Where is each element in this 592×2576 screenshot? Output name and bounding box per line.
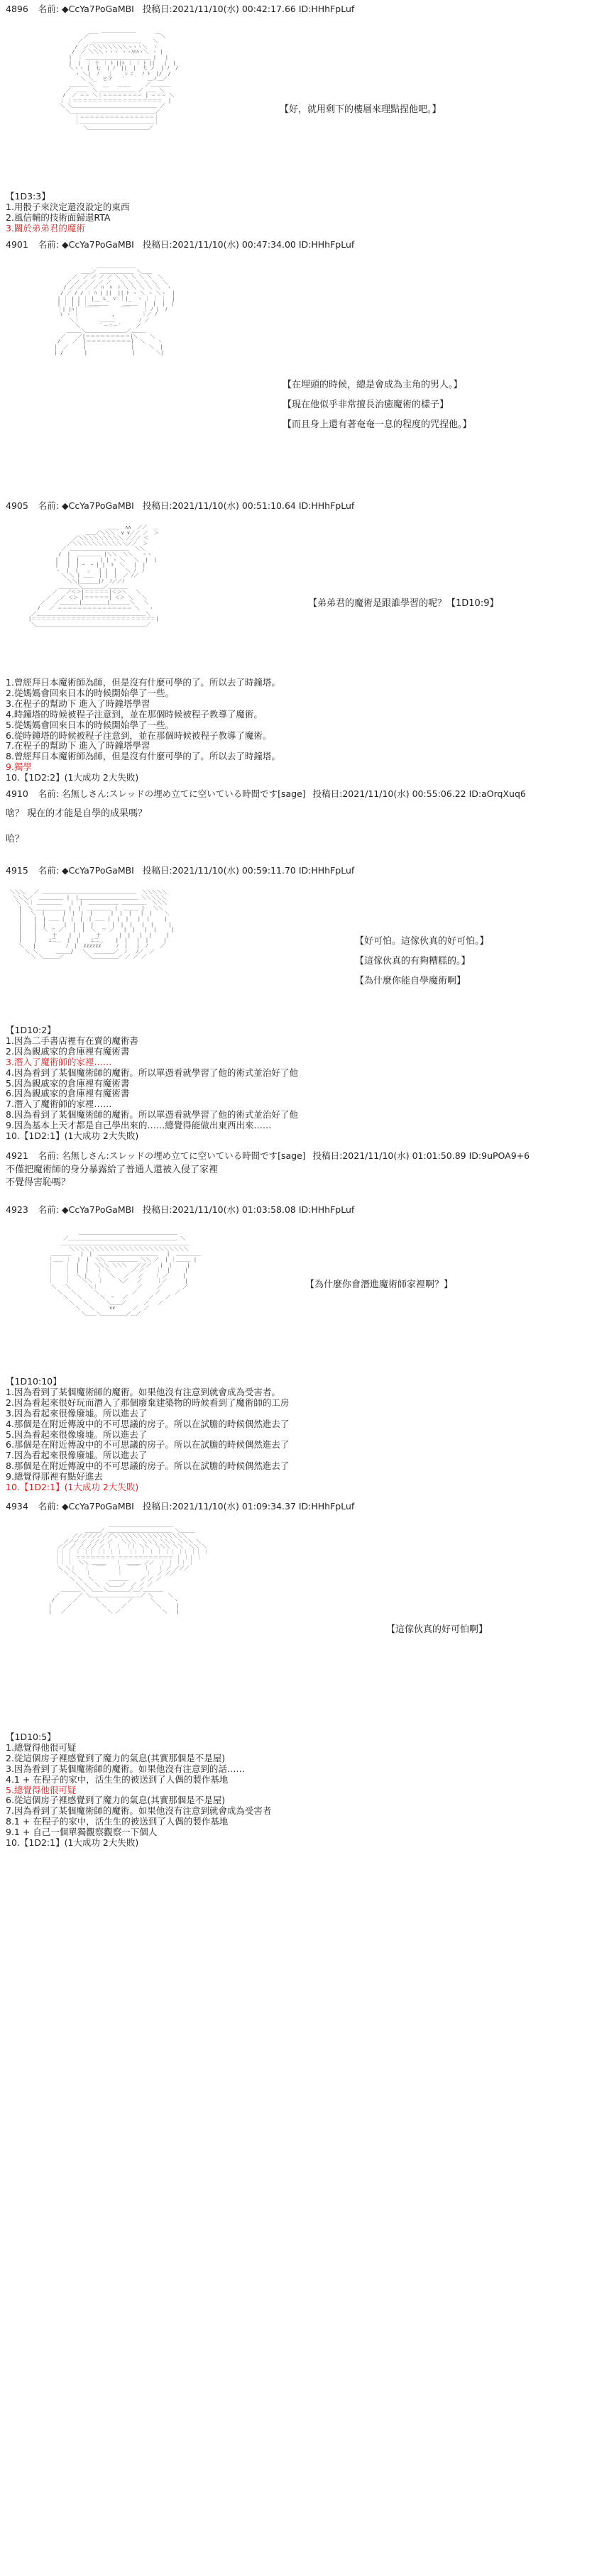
post-header: [6, 1204, 586, 1216]
list-item: 8.因為看到了某個魔術師的魔術。所以單憑看就學習了他的術式並治好了他: [6, 1109, 298, 1121]
list-item: 1.因為看到了某個魔術師的魔術。如果他沒有注意到就會成為受害者。: [6, 1386, 280, 1397]
message-line: 不覺得害恥嗎？: [6, 1177, 71, 1188]
roll-title: 【1D10:2】: [6, 1025, 56, 1035]
post-date: 投稿日:2021/11/10(水) 01:09:34.37 ID:HHhFpLuf: [142, 1501, 355, 1512]
post-message: [6, 1164, 218, 1189]
name-label: 名前:: [38, 500, 60, 511]
list-item: 10.【1D2:1】(1大成功 2大失敗): [6, 1130, 139, 1142]
name-label: 名前:: [38, 1204, 60, 1215]
post-number[interactable]: 4910: [6, 788, 28, 799]
post-date: 投稿日:2021/11/10(水) 01:03:58.08 ID:HHhFpLuf: [142, 1204, 355, 1215]
roll-list: [6, 192, 129, 234]
message-line: 不僅把魔術師的身分暴露給了普通人還被入侵了家裡: [6, 1165, 219, 1175]
poster-name: ◆CcYa7PoGaMBI: [62, 1204, 134, 1215]
list-item: 6.從這個房子裡感覺到了魔力的氣息(其實那個是不是屋): [6, 1795, 226, 1806]
post-date: 投稿日:2021/11/10(水) 00:51:10.64 ID:HHhFpLuf: [142, 500, 355, 511]
dialogue-bubble: 【好，就用剩下的樓層來理點捏他吧。】: [280, 104, 442, 115]
dialogue-bubble: 【在埋頭的時候，總是會成為主角的男人。】: [283, 380, 463, 390]
list-item-selected: 3.關於弟弟君的魔術: [6, 222, 85, 233]
name-label: 名前:: [38, 865, 60, 876]
list-item: 10.【1D2:2】(1大成功 2大失敗): [6, 772, 139, 783]
list-item: 4.因為看到了某個魔術師的魔術。所以單憑看就學習了他的術式並治好了他: [6, 1067, 298, 1078]
post-header: [6, 3, 586, 16]
post-4910: [6, 788, 586, 800]
list-item: 10.【1D2:1】(1大成功 2大失敗): [6, 1837, 139, 1849]
list-item: 7.潛入了魔術師的家裡……: [6, 1099, 112, 1110]
post-header: [6, 1500, 586, 1513]
list-item: 9.總覺得那裡有點好進去: [6, 1471, 103, 1482]
post-4923: [6, 1204, 586, 1216]
post-date: 投稿日:2021/11/10(水) 00:47:34.00 ID:HHhFpLuf: [142, 239, 355, 250]
list-item: 3.在程子的幫助下 進入了時鐘塔學習: [6, 698, 150, 709]
ascii-art: ＼＼＼ ／ ＿＿＿＿＿＿＿＿＿＿＿＿＿＿＿＿＿＿＿ ＼＼＼＼＼ ＼＼＼／ ＿＿＿＿＿ | |＿＿＿＿＿＿＿＿＿＿＿＿ ＼＼＼＼＼ ＼ ＼｜ ＿＿＿＿＿ | | ＿＿＿＿＿＿ ＿＿＿＿＿ ＼＼＼ | ＼ ＿＿＿＿＿＿ | | ＿＿＿＿＿ | ＿＿＿ | ＼＼ | ＼ | | | | | | | | | | ＼ | | | ＿＿ | | | | ＿＿ | | | | | | | | | | | | | | | | | | | | | ＼ ＝ ／ | | ＼ ＝ ／ | | | | | | | 十 | | 十 | | | | | | | ﾆ二＿ | | ﾆ二＿ | | | | | ＼ | ﾉ | zzzzzz ﾉ | | ﾉ ／ ＼ ＼ ＿＿＿/ ＼ ＿＿＿＿／ ﾉ ﾉ／ ／ ＼ ＼＿＿＿／ ＼＿＿＿＿＿／ ／ ／ ／: [10, 889, 175, 960]
list-item: 9.因為基本上天才都是自己學出來的……總覺得能做出東西出來……: [6, 1120, 272, 1131]
list-item: 2.從媽媽會回來日本的時候開始學了一些。: [6, 687, 174, 698]
poster-name: 名無しさん:スレッドの埋め立てに空いている時間です[sage]: [62, 1150, 306, 1161]
list-item-selected: 5.總覺得他很可疑: [6, 1784, 77, 1795]
list-item: 5.從媽媽會回來日本的時候開始學了一些。: [6, 719, 174, 730]
post-4915: [6, 864, 586, 877]
post-header: [6, 788, 586, 800]
roll-list: [6, 678, 280, 783]
post-date: 投稿日:2021/11/10(水) 01:01:50.89 ID:9uPOA9+6: [312, 1150, 530, 1161]
post-number[interactable]: 4934: [6, 1501, 28, 1512]
post-number[interactable]: 4915: [6, 865, 28, 876]
ascii-art: ＿＿＿＿＿＿＿＿＿＿＿＿＿＿＿＿＿＿＿＿ ／＿＿＿＿＿＿＿＿＿＿＿＿＿＿＿＿＿＿＿＿＿＿ ＼ ＿＿＿＿＿＿＿＿＿＿＿＿＿＿＿＿＿＿＿＿＿＿＿＿＿＿ ＼＼＼＼＼＼＼＼＼＼＼＼＼＼＼＼＼＼＼＼＼＼＼＼ ＿＿＿＿ | | ＿＿＿＿＿＿＿＿＿＿＿＿ | ＿＿＿＿＿ ｜＿＿ ｜ | | ＼＼ ＿＿＿＿＿＿ ＼＼ ／ | ｜＿＿＿ | ｜ ｜ | | ＼＼＼ ＼＼＼ ／／／ | | | ｜ ｜ | | ｜ ＼ ／ ／ ｜ | | ｜ ｜ ＼ | ｜ ＼ ／ ／ ｜ ／ | ｜ ｜ ＼＼ ｜ ＼／ ／ ｜／ | ＼ ＼ ＼｜ ／ ／ ／ ＼ ＼ ＼ ／ ／ ／ ＼ ＼ ＼ ｰ ／ ／ ／ ＼ ＼ ＼＿＿／ ／ ／ ＼ ＼ ∨∨ ／ ／ ＼＿＿＼＿＿＿＿＿／＿／: [48, 1230, 201, 1316]
list-item: 2.因為親戚家的倉庫裡有魔術書: [6, 1045, 130, 1057]
roll-list: [6, 1732, 271, 1849]
roll-list: [6, 1377, 289, 1493]
roll-list: [6, 1025, 298, 1142]
post-number[interactable]: 4896: [6, 4, 28, 14]
list-item: 7.因為看到了某個魔術師的魔術。如果他沒有注意到就會成為受害者: [6, 1805, 272, 1817]
list-item: 5.因為看起來很像廢墟。所以進去了: [6, 1429, 148, 1440]
list-item: 6.那個是在附近傳說中的不可思議的房子。所以在試膽的時候偶然進去了: [6, 1439, 290, 1451]
post-header: [6, 238, 586, 251]
list-item: 2.從這個房子裡感覺到了魔力的氣息(其實那個是不是屋): [6, 1752, 226, 1763]
post-date: 投稿日:2021/11/10(水) 00:42:17.66 ID:HHhFpLuf: [142, 4, 355, 14]
ascii-art: ＿＿＿＿＿＿＿＿ ＿＿／ ＿＿＿＿＿＿＿ ＼＿＿ ／ ／ ／ ／ ／ ＼ ＼ ＼ ＼ ＼ ＼ ／ ／ ／ ／ ／ ／ ＼ ＼ ＼ ＼ ＼ ＼ / ／ ／ ／ ／ ﾊ ﾊ ﾄ ＼ ＼ ＼ ＼ ＼ ヽ / ／ / / ｜ ﾊ | || || ﾄ ヽ ＼ ヽ ＼ヽ | | ｜ | | ｜ |__ L_ ｖ ｜|_ ヽ ｜ ｜ ｜ | | ｜ | | ｜＿＿＿＿ ＿＿＿ | | | | ｜| |ﾊ｜ ￣￣￣ ￣￣ ｜ ﾉ | ﾉ ﾚ ヽ ｜ , ｜／ ﾉ ＼｜ ＿＿＿ ﾉ ／ ＼ ｀－＝－´ ／ ＿＿＿＼＿＿＿＿＿＿＿＿／＿＿＿ ／ ／|＝＝＝＝＝＝＝＝＝|＼ ＼ / ／ |＝＝＝＝＝＝＝＝＝| ＼ ヽ | ／ | | ＼ | | / | | ＼|: [54, 263, 175, 356]
list-item: 7.在程子的幫助下 進入了時鐘塔學習: [6, 740, 150, 752]
list-item: 4.時鐘塔的時候被程子注意到，並在那個時候被程子教導了魔術。: [6, 708, 263, 720]
name-label: 名前:: [38, 239, 60, 250]
message-line: [6, 820, 147, 833]
list-item: 2.風信輔的技術面歸還RTA: [6, 211, 111, 223]
post-4905: [6, 500, 586, 512]
post-header: [6, 864, 586, 877]
poster-name: ◆CcYa7PoGaMBI: [62, 4, 134, 14]
list-item: 7.因為看起來很像廢墟。所以進去了: [6, 1450, 148, 1461]
post-header: [6, 500, 586, 512]
list-item: 4.那個是在附近傳說中的不可思議的房子。所以在試膽的時候偶然進去了: [6, 1418, 290, 1429]
list-item: 1.總覺得他很可疑: [6, 1741, 77, 1753]
poster-name: ◆CcYa7PoGaMBI: [62, 500, 134, 511]
ascii-art: ＿＿＿＿＿＿＿ ／￣￣ ￣＼ ／ ＿＿＿＿＿＿＿＿＿＿ ＼ / ／ ﾞ＼＼＼＼＼＼＼ヽヽヽ＼ ヽ / ／ ＼＼＼ヽヽヽ ヽヽﾊﾊﾊヽ＼ ヽ | | ｜ ＿＿＿＿＿＿＿＿＿＿＿＿＿ | | | | ｜ 十 ｜ ﾄ ||ﾊ ｜ ｜ ﾄ || | | ＼ヽヽ | 七 | ﾉ || | 弋 ノ | ﾉ / ヽ ＼| ﾉ ｜ ﾚ ﾆ ﾉ ﾄ |/ / ＼ ＼_ ヒア ´ ｀ ＿ノ＿／ ＿＿＿＿＼ __ ＿_＿ ／＿＿＿＿ ／ ＿＿ ＼ ＿＿＿＿＿＿＿ ／ ＿＿ ＼ / ／ ＝＝ ＼｜＝＝＝＝＝＝＝＝ | ＝＝＝ ＼ ｜ ｜＝＝＝＝＝＝＝＝＝＝＝＝＝＝＝＝＝＝ | ＼ ＼＿＿＿＿＿＿＿＿＿＿＿＿＿＿＿＿＿ ／ ＼＿＿＿＿＿＿＿＿＿＿＿＿＿＿＿＿＿／ ｜＝＝＝＝＝＝＝＝＝＝＝＝＝＝＝｜ ｜＿＿＿＿＿＿＿＿＿＿＿＿＿＿＿｜ ＼＿＿＿＿＿＿＿＿＿＿＿＿／: [60, 28, 179, 131]
list-item-selected: 10.【1D2:1】(1大成功 2大失敗): [6, 1482, 139, 1493]
dialogue-bubble: 【弟弟君的魔術是跟誰學習的呢？【1D10:9】: [308, 598, 499, 609]
post-header: [6, 1150, 586, 1162]
post-number[interactable]: 4901: [6, 239, 28, 250]
dialogue-bubble: 【現在他似乎非常擅長治癒魔術的樣子】: [283, 400, 449, 410]
poster-name: ◆CcYa7PoGaMBI: [62, 1501, 134, 1512]
post-number[interactable]: 4923: [6, 1204, 28, 1215]
list-item: 2.因為看起來很好玩而潛入了那個廢棄建築物的時候看到了魔術師的工房: [6, 1397, 290, 1408]
dialogue-bubble: 【這傢伙真的有夠糟糕的。】: [355, 956, 471, 967]
list-item: 4.1 + 在程子的家中，活生生的被送到了人偶的製作基地: [6, 1773, 229, 1785]
dialogue-bubble: 【好可怕。這傢伙真的好可怕。】: [355, 936, 489, 947]
list-item: 3.因為看起來很像廢墟。所以進去了: [6, 1407, 148, 1419]
list-item: 8.1 + 在程子的家中，活生生的被送到了人偶的製作基地: [6, 1816, 229, 1827]
post-date: 投稿日:2021/11/10(水) 00:59:11.70 ID:HHhFpLuf: [142, 865, 355, 876]
list-item: 3.因為看到了某個魔術師的魔術。如果他沒有注意到的話……: [6, 1763, 245, 1774]
list-item: 9.1 + 自己一個單獨觀察觀察一下個人: [6, 1827, 158, 1838]
name-label: 名前:: [38, 1150, 60, 1161]
dialogue-bubble: 【為什麼你會潛進魔術師家裡啊？】: [305, 1279, 454, 1290]
post-4921: [6, 1150, 586, 1162]
post-4896: [6, 3, 586, 16]
roll-title: 【1D3:3】: [6, 191, 50, 202]
dialogue-bubble: 【為什麼你能自學魔術啊】: [355, 976, 466, 986]
post-number[interactable]: 4905: [6, 500, 28, 511]
list-item: 8.曾經拜日本魔術師為師，但是沒有什麼可學的了。所以去了時鐘塔。: [6, 751, 280, 762]
post-date: 投稿日:2021/11/10(水) 00:55:06.22 ID:aOrqXuq6: [312, 788, 526, 799]
message-line: 啥？ 現在的才能是自學的成果嗎？: [6, 808, 148, 819]
list-item: 8.那個是在附近傳說中的不可思議的房子。所以在試膽的時候偶然進去了: [6, 1460, 290, 1472]
post-4901: [6, 238, 586, 251]
list-item-selected: 9.獨學: [6, 761, 32, 773]
poster-name: ◆CcYa7PoGaMBI: [62, 865, 134, 876]
name-label: 名前:: [38, 1501, 60, 1512]
list-item: 1.曾經拜日本魔術師為師，但是沒有什麼可學的了。所以去了時鐘塔。: [6, 677, 280, 688]
list-item: 1.用骰子來決定還沒設定的東西: [6, 201, 130, 212]
name-label: 名前:: [38, 788, 60, 799]
message-line: 哈？: [6, 834, 25, 844]
list-item-selected: 3.潛入了魔術師的家裡……: [6, 1056, 112, 1067]
ascii-art: ＿＿_ ∧∧ ／／ ＿ ＿＿／＼＼＼ ∨ ∨／／ ／ ＞ ／＼＼＼＼＼＼＼＼＼ ／／／ ＜ ／＼＼＼＼＼＼＼＼＼＼＼／／ ＞ ／ ＿＿＿＿＿＿＿＿＿＿＿＿ ＼＼ / | ＿＿＿＿＿ |＼＼ ＼＼ ヽヽ | | | | | ヽ ＼ ＼ | | | | | ｰ ｰ | | ﾄ ＼ | | ヽ | | ｣ | | | ＼ ﾉ ﾉ ＼ ＼ | ＿＿ | | | ／ ﾉ／ ＼＼|______|ﾉ ﾉ／／ﾉ ＿＿＿＿＼＿＿＿＿／＿＿＿＿ ／ ／＜＞|＝＝＝＝＝|＜＞＼ ＼ ／ ／ ＜＞ |＝＝＝＝＝| ＜＞ ＼ ＼ ／ ／＿＿＿＿|＿＿＿＿＿|＿＿＿＿＼ ＼ / ／ ＝＝＝＝＝＝＝＝＝＝＝＝＝＝＝ ＼ ヽ ／＿＿＿＿＿＿＿＿＿＿＿＿＿＿＿＿＿＿＿＿＿＿＼ |＝＝＝＝＝＝＝＝＝＝＝＝＝＝＝＝＝＝＝＝＝＝＝＝＝| ＼＿＿＿＿＿＿＿＿＿＿＿＿＿＿＿＿＿＿＿＿＿＿／: [28, 524, 159, 627]
list-item: 6.從時鐘塔的時候被程子注意到，並在那個時候被程子教導了魔術。: [6, 730, 272, 741]
roll-title: 【1D10:5】: [6, 1732, 56, 1742]
roll-title: 【1D10:10】: [6, 1376, 62, 1387]
dialogue-bubble: 【而且身上還有著奄奄一息的程度的咒捏他。】: [283, 419, 472, 430]
post-number[interactable]: 4921: [6, 1150, 28, 1161]
list-item: 5.因為親戚家的倉庫裡有魔術書: [6, 1077, 130, 1089]
poster-name: 名無しさん:スレッドの埋め立てに空いている時間です[sage]: [62, 788, 306, 799]
list-item: 1.因為二手書店裡有在賣的魔術書: [6, 1035, 138, 1046]
post-4934: [6, 1500, 586, 1513]
post-message: [6, 808, 147, 846]
dialogue-bubble: 【這傢伙真的好可怕啊】: [386, 1624, 488, 1635]
name-label: 名前:: [38, 4, 60, 14]
poster-name: ◆CcYa7PoGaMBI: [62, 239, 134, 250]
list-item: 6.因為親戚家的倉庫裡有魔術書: [6, 1088, 130, 1099]
ascii-art: ＿＿＿＿＿＿＿＿＿＿＿＿＿ ＿＿＿／ ＿＿＿＿＿＿＿＿＿＿＿＿＿ ＼＿＿＿ ／／／／／／／／＼＼＼＼＼＼＼＼＼＼＼＼＼＼＼ ／／／ ／ ／／／ ／ ＼＼＼ ＼＼＼ ＼＼＼ ＼＼＼ ＼ ／／ ／ ／ ／／ ／ ｜ ｜ ｜｜ ＼＼ ＼＼＼ ＼＼ ＼＼ ＼ ｜｜ ｜ ｜ ｜｜ ｜｜ ｜ ｜ ｜｜ ｜ ｜ ｜ ｜｜ ｜｜ ｜｜ ｜ ｜｜ ｜ ＝＝＝＝＝＝＝＝ ＝＝＝＝＝＝＝＝＝＝＝ ｜ ｜｜ ｜ ｜｜ ｜ ＼＼ ＿＿＿ ｜ ＿＿＿ ／／ ｜ ｜ ｜｜ ｜ ＼ ＼｜ ｜ ￣￣ ｜ ￣￣ ｜ ｜ ／ ／／／ ＼ ＼ ｜ ｜ ｜ ／ ／／ ＼ ＼ ＼ ＿＿＿＿ ／ ／ ／ ＼ ＼ ＼ ＼＿＿／ ／ ／ ／ ＿＿＿＿＼ ＼＿＿＼＿＿＿＿／＿／＿＿＿＿ ／ ／ ＼＿＿＿＿＿＿＿＿＿＿／ ＼ ＼ / ／ ＼ ／ ＼ ヽ | ／ ＼ ／ ＼ | | ／ ＼ ／ ＼ |: [48, 1522, 209, 1614]
